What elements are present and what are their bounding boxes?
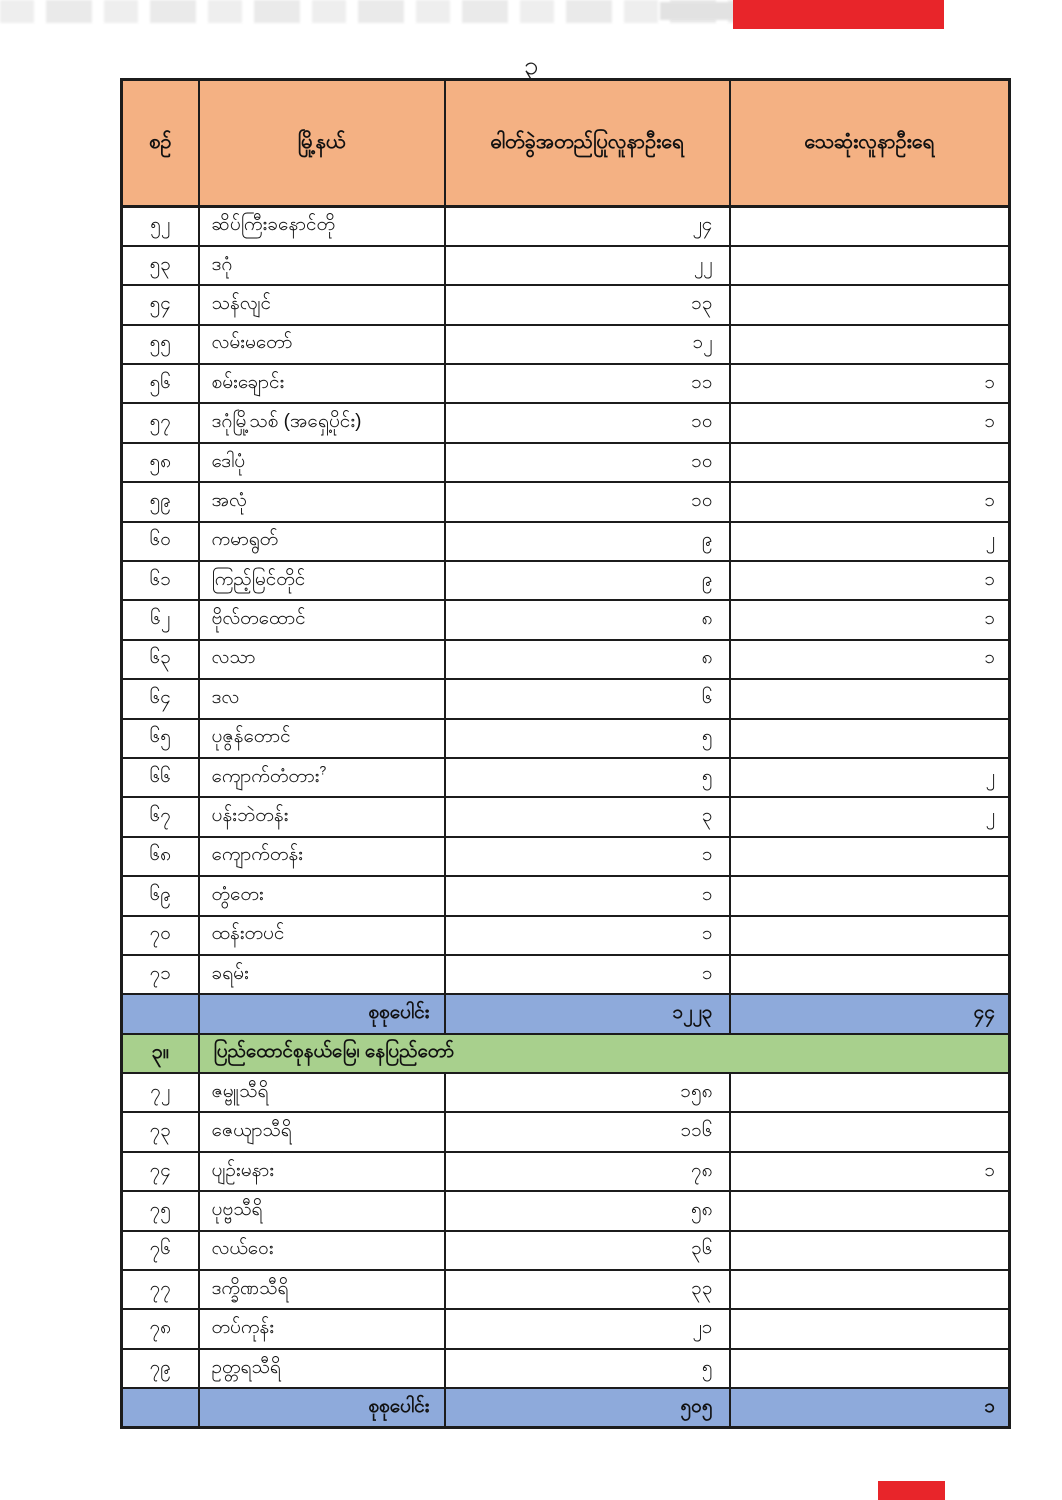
total-deaths: ၁ <box>730 1388 1010 1427</box>
cell-township: ပုဗ္ဗသီရိ <box>199 1191 445 1230</box>
table-row <box>122 876 1010 915</box>
table-row <box>122 640 1010 679</box>
cell-township: ဒလ <box>199 679 445 718</box>
cell-confirmed: ၁ <box>445 955 730 994</box>
footnote-marker: ? <box>319 763 327 778</box>
faded-banner-remnant <box>0 0 758 23</box>
cell-township: ကမာရွတ် <box>199 522 445 561</box>
cell-confirmed: ၂၁ <box>445 1309 730 1348</box>
cell-serial: ၅၆ <box>122 364 199 403</box>
cell-township: ကျောက်တန်း <box>199 837 445 876</box>
column-header-serial: စဉ် <box>122 80 199 207</box>
table-row <box>122 837 1010 876</box>
cell-serial: ၅၅ <box>122 325 199 364</box>
cell-deaths <box>730 1112 1010 1151</box>
cell-deaths: ၁ <box>730 1152 1010 1191</box>
table-row <box>122 758 1010 797</box>
cell-deaths <box>730 876 1010 915</box>
cell-township: ဇမ္ဗူသီရိ <box>199 1073 445 1112</box>
cell-confirmed: ၈ <box>445 600 730 639</box>
column-header-deaths: သေဆုံးလူနာဦးရေ <box>730 80 1010 207</box>
cell-township: ဇေယျာသီရိ <box>199 1112 445 1151</box>
section-title: ပြည်ထောင်စုနယ်မြေ၊ နေပြည်တော် <box>199 1034 1010 1073</box>
column-header-township: မြို့နယ် <box>199 80 445 207</box>
section-header-row <box>122 1034 1010 1073</box>
cell-township <box>199 758 445 797</box>
cell-deaths: ၂ <box>730 522 1010 561</box>
cell-serial: ၇၅ <box>122 1191 199 1230</box>
cell-deaths <box>730 1349 1010 1388</box>
cell-confirmed: ၁ <box>445 837 730 876</box>
table-row <box>122 1152 1010 1191</box>
cell-deaths: ၂ <box>730 758 1010 797</box>
cell-empty <box>122 1388 199 1427</box>
cell-confirmed: ၆ <box>445 679 730 718</box>
cell-deaths <box>730 837 1010 876</box>
cell-serial: ၇၉ <box>122 1349 199 1388</box>
section-total-row <box>122 1388 1010 1427</box>
cell-township: ပန်းဘဲတန်း <box>199 797 445 836</box>
table-row <box>122 364 1010 403</box>
table-row <box>122 1349 1010 1388</box>
cell-township: တပ်ကုန်း <box>199 1309 445 1348</box>
cell-serial: ၆၉ <box>122 876 199 915</box>
cell-serial: ၆၁ <box>122 561 199 600</box>
cell-serial: ၅၂ <box>122 207 199 246</box>
cell-deaths <box>730 1231 1010 1270</box>
cell-confirmed: ၁၅၈ <box>445 1073 730 1112</box>
cell-serial: ၆၃ <box>122 640 199 679</box>
table-row <box>122 561 1010 600</box>
cell-township: ဒက္ခိဏသီရိ <box>199 1270 445 1309</box>
cell-deaths: ၁ <box>730 561 1010 600</box>
total-label: စုစုပေါင်း <box>199 1388 445 1427</box>
cell-serial: ၆၈ <box>122 837 199 876</box>
cell-township: ဒေါပုံ <box>199 443 445 482</box>
cell-township: လသာ <box>199 640 445 679</box>
cell-township: ဗိုလ်တထောင် <box>199 600 445 639</box>
cell-serial: ၆၆ <box>122 758 199 797</box>
cell-confirmed: ၁၁၆ <box>445 1112 730 1151</box>
cell-township: လမ်းမတော် <box>199 325 445 364</box>
cell-confirmed: ၃၃ <box>445 1270 730 1309</box>
cell-township: သန်လျင် <box>199 285 445 324</box>
cell-township: ခရမ်း <box>199 955 445 994</box>
cell-township: အလုံ <box>199 482 445 521</box>
table-row <box>122 522 1010 561</box>
cell-serial: ၆၇ <box>122 797 199 836</box>
section-number: ၃။ <box>122 1034 199 1073</box>
cell-deaths <box>730 1309 1010 1348</box>
cell-serial: ၇၇ <box>122 1270 199 1309</box>
cell-confirmed: ၅ <box>445 719 730 758</box>
table-row <box>122 1309 1010 1348</box>
table-row <box>122 246 1010 285</box>
total-confirmed: ၅၀၅ <box>445 1388 730 1427</box>
cell-confirmed: ၂၄ <box>445 207 730 246</box>
table-row <box>122 797 1010 836</box>
cell-deaths: ၁ <box>730 640 1010 679</box>
cell-confirmed: ၉ <box>445 561 730 600</box>
cell-confirmed: ၅၈ <box>445 1191 730 1230</box>
cell-deaths <box>730 443 1010 482</box>
table-row <box>122 482 1010 521</box>
cell-confirmed: ၁၂ <box>445 325 730 364</box>
cell-confirmed: ၁၁ <box>445 364 730 403</box>
table-row <box>122 403 1010 442</box>
table-row <box>122 1112 1010 1151</box>
cell-deaths <box>730 285 1010 324</box>
section-total-row <box>122 994 1010 1033</box>
total-label: စုစုပေါင်း <box>199 994 445 1033</box>
cell-confirmed: ၃၆ <box>445 1231 730 1270</box>
cell-confirmed: ၁၀ <box>445 482 730 521</box>
page-number: ၃ <box>523 50 539 80</box>
cell-confirmed: ၉ <box>445 522 730 561</box>
table-row <box>122 443 1010 482</box>
cell-deaths: ၁ <box>730 364 1010 403</box>
cell-township: ဒဂုံမြို့သစ် (အရှေ့ပိုင်း) <box>199 403 445 442</box>
cell-township: ဥတ္တရသီရိ <box>199 1349 445 1388</box>
cell-confirmed: ၅ <box>445 1349 730 1388</box>
table-row <box>122 679 1010 718</box>
table-row <box>122 1231 1010 1270</box>
cell-serial: ၆၂ <box>122 600 199 639</box>
table-row <box>122 719 1010 758</box>
cell-serial: ၇၀ <box>122 916 199 955</box>
cell-deaths: ၁ <box>730 403 1010 442</box>
table-row <box>122 285 1010 324</box>
cell-deaths: ၁ <box>730 600 1010 639</box>
cell-serial: ၇၄ <box>122 1152 199 1191</box>
table-header-row <box>122 80 1010 207</box>
cell-deaths <box>730 246 1010 285</box>
cell-empty <box>122 994 199 1033</box>
cell-serial: ၇၂ <box>122 1073 199 1112</box>
cell-deaths <box>730 325 1010 364</box>
total-deaths: ၄၄ <box>730 994 1010 1033</box>
cell-confirmed: ၂၂ <box>445 246 730 285</box>
cell-deaths <box>730 1191 1010 1230</box>
cell-township: ပျဉ်းမနား <box>199 1152 445 1191</box>
cell-township: ပုဇွန်တောင် <box>199 719 445 758</box>
cell-deaths <box>730 679 1010 718</box>
cell-confirmed: ၁၀ <box>445 443 730 482</box>
cell-serial: ၅၇ <box>122 403 199 442</box>
cell-serial: ၅၃ <box>122 246 199 285</box>
cell-serial: ၆၄ <box>122 679 199 718</box>
cell-confirmed: ၁ <box>445 916 730 955</box>
cell-serial: ၇၁ <box>122 955 199 994</box>
cell-confirmed: ၃ <box>445 797 730 836</box>
table-row <box>122 207 1010 246</box>
cell-serial: ၇၆ <box>122 1231 199 1270</box>
cell-township: တွံတေး <box>199 876 445 915</box>
table-row <box>122 1270 1010 1309</box>
cell-deaths <box>730 207 1010 246</box>
cell-serial: ၅၄ <box>122 285 199 324</box>
cell-serial: ၇၃ <box>122 1112 199 1151</box>
cell-serial: ၅၉ <box>122 482 199 521</box>
cell-deaths <box>730 955 1010 994</box>
column-header-confirmed: ဓါတ်ခွဲအတည်ပြုလူနာဦးရေ <box>445 80 730 207</box>
table-row <box>122 916 1010 955</box>
cell-deaths <box>730 1073 1010 1112</box>
cell-township: ကြည့်မြင်တိုင် <box>199 561 445 600</box>
red-banner-bar <box>733 0 944 29</box>
cell-deaths <box>730 1270 1010 1309</box>
cell-township: ဒဂုံ <box>199 246 445 285</box>
total-confirmed: ၁၂၂၃ <box>445 994 730 1033</box>
covid-township-table <box>120 78 1011 1429</box>
cell-confirmed: ၁ <box>445 876 730 915</box>
cell-township: ထန်းတပင် <box>199 916 445 955</box>
cell-township: ဆိပ်ကြီးခနောင်တို <box>199 207 445 246</box>
cell-deaths: ၂ <box>730 797 1010 836</box>
cell-township: စမ်းချောင်း <box>199 364 445 403</box>
table-row <box>122 1073 1010 1112</box>
cell-deaths <box>730 719 1010 758</box>
township-name: ကျောက်တံတား <box>211 765 320 787</box>
cell-confirmed: ၇၈ <box>445 1152 730 1191</box>
table-row <box>122 955 1010 994</box>
cell-serial: ၆၅ <box>122 719 199 758</box>
table-row <box>122 600 1010 639</box>
cell-serial: ၆၀ <box>122 522 199 561</box>
table-row <box>122 325 1010 364</box>
cell-deaths: ၁ <box>730 482 1010 521</box>
cell-confirmed: ၁၃ <box>445 285 730 324</box>
cell-township: လယ်ဝေး <box>199 1231 445 1270</box>
cell-deaths <box>730 916 1010 955</box>
table-row <box>122 1191 1010 1230</box>
cell-confirmed: ၁၀ <box>445 403 730 442</box>
red-page-footer-box <box>878 1481 945 1500</box>
cell-confirmed: ၅ <box>445 758 730 797</box>
cell-serial: ၇၈ <box>122 1309 199 1348</box>
cell-serial: ၅၈ <box>122 443 199 482</box>
cell-confirmed: ၈ <box>445 640 730 679</box>
